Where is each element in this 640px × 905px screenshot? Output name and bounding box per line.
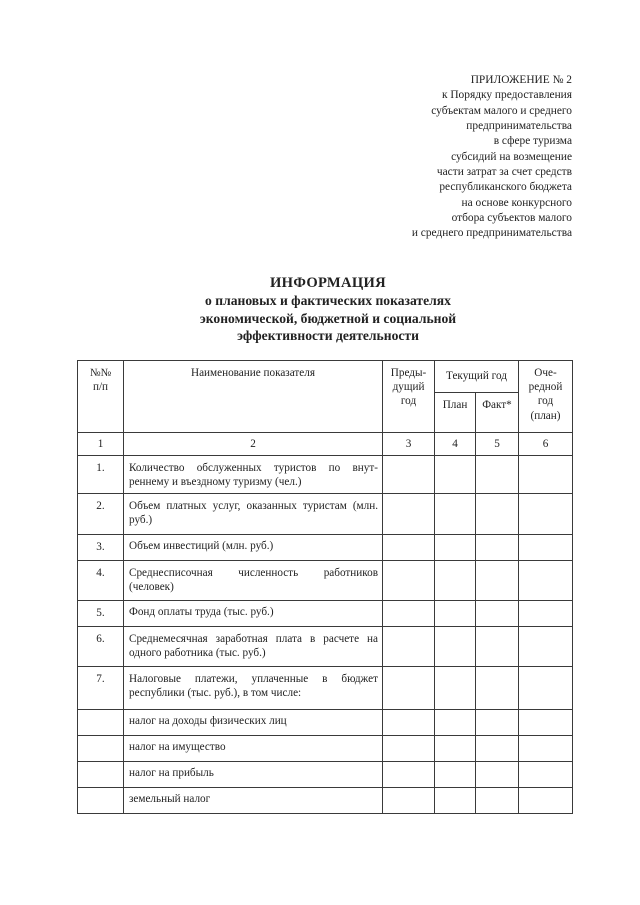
row-name: Объем инвестиций (млн. руб.) — [124, 535, 383, 561]
column-index: 2 — [124, 433, 383, 456]
value-cell — [476, 494, 519, 535]
appendix-line: республиканского бюджета — [439, 181, 572, 194]
value-cell — [519, 561, 573, 601]
row-number: 6. — [78, 627, 124, 667]
appendix-line: субъектам малого и среднего — [431, 104, 572, 117]
row-number — [78, 736, 124, 762]
appendix-line: на основе конкурсного — [461, 196, 572, 209]
row-name: Количество обслуженных туристов по внут-реннему и въездному туризму (чел.) — [124, 456, 383, 494]
value-cell — [519, 788, 573, 814]
value-cell — [383, 494, 435, 535]
value-cell — [435, 710, 476, 736]
row-number: 5. — [78, 601, 124, 627]
value-cell — [519, 456, 573, 494]
appendix-line: субсидий на возмещение — [451, 150, 572, 163]
row-number — [78, 710, 124, 736]
value-cell — [519, 494, 573, 535]
header-fact: Факт* — [476, 393, 519, 433]
value-cell — [476, 710, 519, 736]
appendix-line: в сфере туризма — [493, 135, 572, 148]
value-cell — [476, 788, 519, 814]
row-number: 7. — [78, 667, 124, 710]
table-row — [78, 494, 573, 535]
header-previous-year — [383, 361, 435, 433]
value-cell — [435, 456, 476, 494]
value-cell — [519, 627, 573, 667]
table-row — [78, 667, 573, 710]
header-name: Наименование показателя — [124, 361, 383, 433]
value-cell — [435, 788, 476, 814]
value-cell — [383, 627, 435, 667]
column-index: 4 — [435, 433, 476, 456]
appendix-line: к Порядку предоставления — [441, 89, 572, 102]
table-row — [78, 456, 573, 494]
column-index: 3 — [383, 433, 435, 456]
row-number: 2. — [78, 494, 124, 535]
value-cell — [435, 667, 476, 710]
value-cell — [435, 601, 476, 627]
header-line: год — [537, 395, 554, 408]
value-cell — [476, 736, 519, 762]
appendix-line: отбора субъектов малого — [451, 212, 572, 225]
value-cell — [435, 762, 476, 788]
value-cell — [435, 627, 476, 667]
row-name: Объем платных услуг, оказанных туристам (млн. руб.) — [124, 494, 383, 535]
value-cell — [383, 535, 435, 561]
value-cell — [435, 535, 476, 561]
value-cell — [476, 601, 519, 627]
value-cell — [476, 667, 519, 710]
title-main: ИНФОРМАЦИЯ — [270, 275, 386, 291]
row-number: 1. — [78, 456, 124, 494]
row-name: Фонд оплаты труда (тыс. руб.) — [124, 601, 383, 627]
header-number-line: п/п — [92, 381, 109, 394]
value-cell — [476, 561, 519, 601]
value-cell — [519, 601, 573, 627]
table-subrow — [78, 736, 573, 762]
header-plan: План — [435, 393, 476, 433]
header-line: редной — [528, 381, 563, 394]
appendix-line: предпринимательства — [466, 120, 572, 133]
value-cell — [476, 456, 519, 494]
value-cell — [435, 561, 476, 601]
table-row — [78, 601, 573, 627]
appendix-line: части затрат за счет средств — [436, 166, 572, 179]
row-number — [78, 788, 124, 814]
value-cell — [383, 788, 435, 814]
header-line: Оче- — [534, 367, 557, 379]
row-number: 3. — [78, 535, 124, 561]
column-index: 5 — [476, 433, 519, 456]
indicators-table — [77, 360, 573, 814]
column-index: 1 — [78, 433, 124, 456]
value-cell — [476, 762, 519, 788]
row-name: налог на прибыль — [124, 762, 383, 788]
appendix-line: и среднего предпринимательства — [411, 227, 572, 240]
value-cell — [383, 456, 435, 494]
value-cell — [519, 535, 573, 561]
value-cell — [383, 667, 435, 710]
table-subrow — [78, 762, 573, 788]
row-name: земельный налог — [124, 788, 383, 814]
header-line: дущий — [392, 381, 425, 394]
value-cell — [519, 710, 573, 736]
table-row — [78, 561, 573, 601]
row-number — [78, 762, 124, 788]
document-title — [100, 274, 556, 345]
row-name: налог на доходы физических лиц — [124, 710, 383, 736]
value-cell — [383, 736, 435, 762]
title-subline: эффективности деятельности — [237, 328, 419, 344]
row-name: Среднемесячная заработная плата в расчете на одного работника (тыс. руб.) — [124, 627, 383, 667]
value-cell — [519, 736, 573, 762]
column-index: 6 — [519, 433, 573, 456]
header-next-year — [519, 361, 573, 433]
header-number — [78, 361, 124, 433]
table-subrow — [78, 788, 573, 814]
value-cell — [476, 627, 519, 667]
value-cell — [519, 667, 573, 710]
value-cell — [476, 535, 519, 561]
value-cell — [383, 561, 435, 601]
value-cell — [519, 762, 573, 788]
table-row — [78, 627, 573, 667]
value-cell — [435, 736, 476, 762]
header-line: Преды- — [390, 367, 427, 379]
title-subline: о плановых и фактических показателях — [205, 293, 451, 308]
header-line: (план) — [530, 409, 561, 422]
header-line: год — [400, 395, 417, 408]
row-number: 4. — [78, 561, 124, 601]
value-cell — [383, 762, 435, 788]
row-name: Налоговые платежи, уплаченные в бюджет республики (тыс. руб.), в том числе: — [124, 667, 383, 710]
row-name: Среднесписочная численность работников (человек) — [124, 561, 383, 601]
value-cell — [435, 494, 476, 535]
appendix-note — [360, 73, 572, 242]
header-number-line: №№ — [89, 367, 112, 379]
table-row — [78, 535, 573, 561]
value-cell — [383, 601, 435, 627]
row-name: налог на имущество — [124, 736, 383, 762]
column-index-row — [78, 433, 573, 456]
title-subline: экономической, бюджетной и социальной — [199, 310, 457, 326]
header-current-year: Текущий год — [435, 361, 519, 393]
value-cell — [383, 710, 435, 736]
table-subrow — [78, 710, 573, 736]
appendix-line: ПРИЛОЖЕНИЕ № 2 — [470, 74, 572, 86]
